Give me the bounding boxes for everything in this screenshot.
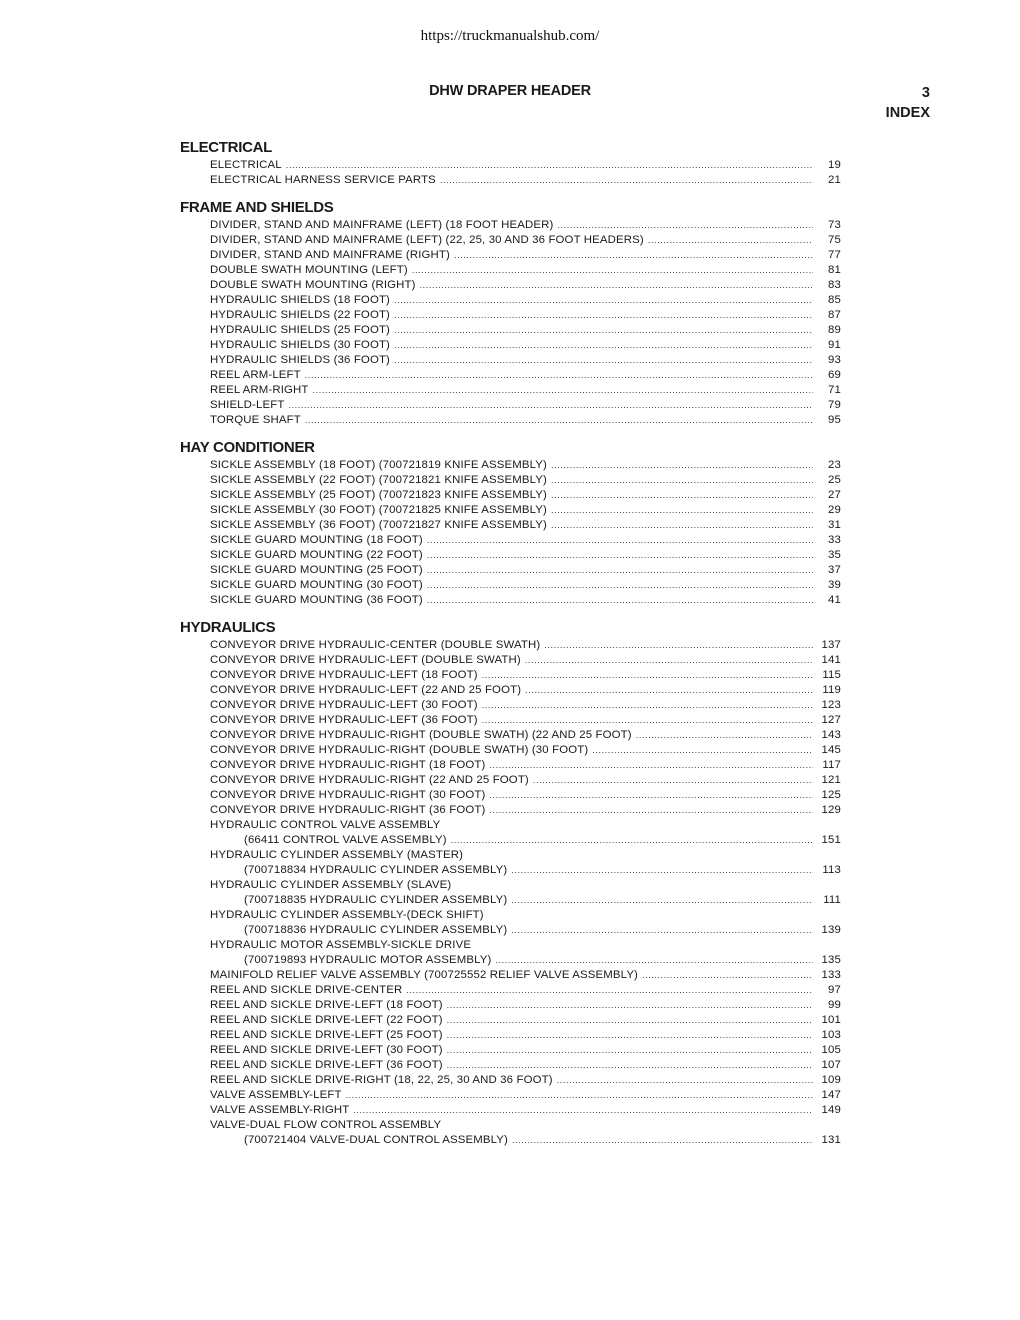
dot-leader — [511, 863, 813, 878]
entry-label: HYDRAULIC SHIELDS (18 FOOT) — [210, 294, 391, 306]
index-entry — [180, 728, 841, 743]
index-entry — [180, 713, 841, 728]
entry-label: CONVEYOR DRIVE HYDRAULIC-RIGHT (DOUBLE SWATH) (22 AND 25 FOOT) — [210, 729, 632, 741]
dot-leader — [427, 593, 813, 608]
index-entry — [180, 398, 841, 413]
dot-leader — [447, 1028, 813, 1043]
dot-leader — [286, 158, 813, 173]
entry-label: VALVE ASSEMBLY-RIGHT — [210, 1104, 350, 1116]
index-entry — [180, 1043, 841, 1058]
entry-label: DOUBLE SWATH MOUNTING (RIGHT) — [210, 279, 416, 291]
index-entry — [180, 353, 841, 368]
entry-label: (700721404 VALVE-DUAL CONTROL ASSEMBLY) — [244, 1134, 508, 1146]
dot-leader — [544, 638, 813, 653]
entry-page-number: 131 — [821, 1134, 841, 1146]
index-entry — [180, 1073, 841, 1088]
entry-label: CONVEYOR DRIVE HYDRAULIC-RIGHT (18 FOOT) — [210, 759, 486, 771]
dot-leader — [557, 1073, 813, 1088]
entry-page-number: 25 — [828, 474, 841, 486]
dot-leader — [489, 803, 813, 818]
entry-label: VALVE ASSEMBLY-LEFT — [210, 1089, 342, 1101]
index-entry-title: HYDRAULIC CYLINDER ASSEMBLY (MASTER) — [210, 849, 464, 861]
entry-label: (700718835 HYDRAULIC CYLINDER ASSEMBLY) — [244, 894, 508, 906]
entry-label: REEL AND SICKLE DRIVE-LEFT (25 FOOT) — [210, 1029, 443, 1041]
dot-leader — [451, 833, 813, 848]
entry-page-number: 83 — [828, 279, 841, 291]
entry-page-number: 97 — [828, 984, 841, 996]
entry-page-number: 109 — [821, 1074, 841, 1086]
entry-label: HYDRAULIC SHIELDS (36 FOOT) — [210, 354, 391, 366]
entry-label: MAINIFOLD RELIEF VALVE ASSEMBLY (700725552 RELIEF VALVE ASSEMBLY) — [210, 969, 639, 981]
entry-label: REEL ARM-RIGHT — [210, 384, 309, 396]
index-entry — [180, 1028, 841, 1043]
entry-label: REEL AND SICKLE DRIVE-RIGHT (18, 22, 25, 30 AND 36 FOOT) — [210, 1074, 553, 1086]
dot-leader — [394, 293, 813, 308]
dot-leader — [551, 458, 813, 473]
dot-leader — [551, 488, 813, 503]
entry-label: (700718836 HYDRAULIC CYLINDER ASSEMBLY) — [244, 924, 508, 936]
section-title: ELECTRICAL — [180, 139, 272, 156]
dot-leader — [447, 1043, 813, 1058]
entry-label: CONVEYOR DRIVE HYDRAULIC-LEFT (30 FOOT) — [210, 699, 478, 711]
dot-leader — [551, 518, 813, 533]
index-entry — [180, 158, 841, 173]
index-entry-title: HYDRAULIC MOTOR ASSEMBLY-SICKLE DRIVE — [210, 939, 472, 951]
dot-leader — [346, 1088, 813, 1103]
index-entry — [180, 668, 841, 683]
index-entry — [180, 893, 841, 908]
dot-leader — [447, 1013, 813, 1028]
page-number: 3 — [921, 85, 930, 101]
index-entry — [180, 173, 841, 188]
entry-page-number: 107 — [821, 1059, 841, 1071]
dot-leader — [642, 968, 813, 983]
entry-label: TORQUE SHAFT — [210, 414, 301, 426]
entry-page-number: 31 — [828, 519, 841, 531]
entry-page-number: 143 — [821, 729, 841, 741]
index-entry — [180, 503, 841, 518]
entry-page-number: 117 — [822, 759, 841, 771]
index-entry — [180, 488, 841, 503]
entry-label: DOUBLE SWATH MOUNTING (LEFT) — [210, 264, 408, 276]
entry-page-number: 137 — [821, 639, 841, 651]
entry-page-number: 149 — [821, 1104, 841, 1116]
index-entry — [180, 533, 841, 548]
entry-page-number: 41 — [828, 594, 841, 606]
entry-label: REEL AND SICKLE DRIVE-LEFT (22 FOOT) — [210, 1014, 443, 1026]
dot-leader — [394, 308, 813, 323]
index-entry — [180, 338, 841, 353]
dot-leader — [511, 923, 813, 938]
entry-label: CONVEYOR DRIVE HYDRAULIC-RIGHT (22 AND 25 FOOT) — [210, 774, 529, 786]
dot-leader — [551, 473, 813, 488]
index-section — [180, 438, 841, 608]
dot-leader — [525, 683, 813, 698]
entry-page-number: 123 — [821, 699, 841, 711]
page-subtitle: INDEX — [885, 105, 930, 121]
index-entry — [180, 278, 841, 293]
entry-page-number: 151 — [821, 834, 841, 846]
entry-page-number: 79 — [828, 399, 841, 411]
entry-page-number: 111 — [823, 894, 841, 906]
dot-leader — [313, 383, 813, 398]
entry-page-number: 81 — [828, 264, 841, 276]
index-entry — [180, 593, 841, 608]
entry-page-number: 21 — [828, 174, 841, 186]
index-entry — [180, 1088, 841, 1103]
index-entry — [180, 653, 841, 668]
entry-page-number: 105 — [821, 1044, 841, 1056]
dot-leader — [394, 323, 813, 338]
entry-page-number: 125 — [821, 789, 841, 801]
index-section — [180, 198, 841, 428]
section-title: HYDRAULICS — [180, 619, 276, 636]
dot-leader — [495, 953, 813, 968]
entry-label: HYDRAULIC SHIELDS (22 FOOT) — [210, 309, 391, 321]
index-entry — [180, 383, 841, 398]
entry-page-number: 77 — [828, 249, 841, 261]
entry-label: SICKLE GUARD MOUNTING (25 FOOT) — [210, 564, 423, 576]
dot-leader — [406, 983, 813, 998]
index-entry — [180, 1133, 841, 1148]
index-entry — [180, 563, 841, 578]
entry-label: DIVIDER, STAND AND MAINFRAME (RIGHT) — [210, 249, 450, 261]
entry-label: CONVEYOR DRIVE HYDRAULIC-LEFT (DOUBLE SWATH) — [210, 654, 521, 666]
page-title: DHW DRAPER HEADER — [429, 83, 591, 99]
entry-label: CONVEYOR DRIVE HYDRAULIC-LEFT (36 FOOT) — [210, 714, 478, 726]
entry-label: REEL AND SICKLE DRIVE-LEFT (18 FOOT) — [210, 999, 443, 1011]
index-entry — [180, 368, 841, 383]
index-section — [180, 138, 841, 188]
dot-leader — [592, 743, 813, 758]
entry-page-number: 37 — [828, 564, 841, 576]
index-entry — [180, 773, 841, 788]
entry-page-number: 33 — [828, 534, 841, 546]
entry-page-number: 99 — [828, 999, 841, 1011]
entry-label: ELECTRICAL HARNESS SERVICE PARTS — [210, 174, 436, 186]
index-entry — [180, 248, 841, 263]
index-entry — [180, 863, 841, 878]
index-entry-title: VALVE-DUAL FLOW CONTROL ASSEMBLY — [210, 1119, 442, 1131]
dot-leader — [482, 698, 813, 713]
entry-label: SICKLE ASSEMBLY (18 FOOT) (700721819 KNIFE ASSEMBLY) — [210, 459, 548, 471]
entry-page-number: 91 — [828, 339, 841, 351]
dot-leader — [533, 773, 813, 788]
dot-leader — [420, 278, 813, 293]
entry-label: REEL ARM-LEFT — [210, 369, 301, 381]
index-entry-title: HYDRAULIC CONTROL VALVE ASSEMBLY — [210, 819, 441, 831]
entry-label: SICKLE GUARD MOUNTING (30 FOOT) — [210, 579, 423, 591]
entry-page-number: 119 — [822, 684, 841, 696]
dot-leader — [353, 1103, 813, 1118]
entry-label: SHIELD-LEFT — [210, 399, 285, 411]
entry-label: CONVEYOR DRIVE HYDRAULIC-CENTER (DOUBLE SWATH) — [210, 639, 541, 651]
dot-leader — [557, 218, 813, 233]
entry-page-number: 27 — [828, 489, 841, 501]
index-list — [180, 138, 841, 1158]
entry-page-number: 39 — [828, 579, 841, 591]
entry-page-number: 135 — [821, 954, 841, 966]
entry-page-number: 129 — [821, 804, 841, 816]
index-entry — [180, 323, 841, 338]
index-entry-title: HYDRAULIC CYLINDER ASSEMBLY (SLAVE) — [210, 879, 452, 891]
dot-leader — [427, 563, 813, 578]
entry-label: (66411 CONTROL VALVE ASSEMBLY) — [244, 834, 447, 846]
entry-page-number: 139 — [821, 924, 841, 936]
entry-page-number: 121 — [821, 774, 841, 786]
dot-leader — [412, 263, 813, 278]
dot-leader — [305, 368, 813, 383]
index-entry-title: HYDRAULIC CYLINDER ASSEMBLY-(DECK SHIFT) — [210, 909, 484, 921]
index-entry — [180, 743, 841, 758]
dot-leader — [427, 533, 813, 548]
entry-page-number: 29 — [828, 504, 841, 516]
entry-label: DIVIDER, STAND AND MAINFRAME (LEFT) (22, 25, 30 AND 36 FOOT HEADERS) — [210, 234, 644, 246]
index-entry — [180, 983, 841, 998]
entry-label: ELECTRICAL — [210, 159, 282, 171]
source-url: https://truckmanualshub.com/ — [420, 28, 600, 44]
index-section — [180, 618, 841, 1148]
dot-leader — [394, 353, 813, 368]
entry-label: CONVEYOR DRIVE HYDRAULIC-RIGHT (30 FOOT) — [210, 789, 486, 801]
index-entry — [180, 968, 841, 983]
entry-page-number: 101 — [821, 1014, 841, 1026]
entry-page-number: 115 — [822, 669, 841, 681]
index-entry — [180, 953, 841, 968]
entry-page-number: 89 — [828, 324, 841, 336]
dot-leader — [454, 248, 813, 263]
entry-page-number: 141 — [821, 654, 841, 666]
index-entry — [180, 833, 841, 848]
entry-label: SICKLE GUARD MOUNTING (22 FOOT) — [210, 549, 423, 561]
entry-page-number: 147 — [821, 1089, 841, 1101]
index-entry — [180, 638, 841, 653]
entry-page-number: 145 — [821, 744, 841, 756]
dot-leader — [427, 578, 813, 593]
dot-leader — [512, 1133, 813, 1148]
dot-leader — [440, 173, 813, 188]
index-entry — [180, 518, 841, 533]
entry-page-number: 93 — [828, 354, 841, 366]
dot-leader — [482, 713, 813, 728]
entry-page-number: 133 — [821, 969, 841, 981]
index-entry — [180, 923, 841, 938]
index-entry — [180, 758, 841, 773]
index-entry — [180, 233, 841, 248]
index-entry — [180, 293, 841, 308]
entry-page-number: 113 — [822, 864, 841, 876]
entry-label: REEL AND SICKLE DRIVE-CENTER — [210, 984, 403, 996]
entry-label: (700718834 HYDRAULIC CYLINDER ASSEMBLY) — [244, 864, 508, 876]
entry-label: DIVIDER, STAND AND MAINFRAME (LEFT) (18 FOOT HEADER) — [210, 219, 554, 231]
entry-page-number: 23 — [828, 459, 841, 471]
entry-label: SICKLE ASSEMBLY (25 FOOT) (700721823 KNIFE ASSEMBLY) — [210, 489, 548, 501]
index-entry — [180, 1013, 841, 1028]
index-entry — [180, 473, 841, 488]
entry-label: (700719893 HYDRAULIC MOTOR ASSEMBLY) — [244, 954, 492, 966]
dot-leader — [525, 653, 813, 668]
index-entry — [180, 308, 841, 323]
index-entry — [180, 548, 841, 563]
dot-leader — [482, 668, 813, 683]
header-right — [886, 83, 930, 123]
entry-page-number: 95 — [828, 414, 841, 426]
index-entry — [180, 998, 841, 1013]
index-entry — [180, 683, 841, 698]
entry-label: CONVEYOR DRIVE HYDRAULIC-LEFT (18 FOOT) — [210, 669, 478, 681]
index-entry — [180, 578, 841, 593]
entry-page-number: 19 — [828, 159, 841, 171]
dot-leader — [394, 338, 813, 353]
entry-label: SICKLE GUARD MOUNTING (18 FOOT) — [210, 534, 423, 546]
entry-page-number: 103 — [821, 1029, 841, 1041]
index-entry — [180, 803, 841, 818]
entry-label: SICKLE GUARD MOUNTING (36 FOOT) — [210, 594, 423, 606]
dot-leader — [648, 233, 813, 248]
index-entry — [180, 1058, 841, 1073]
entry-page-number: 71 — [828, 384, 841, 396]
index-entry — [180, 788, 841, 803]
section-title: FRAME AND SHIELDS — [180, 199, 334, 216]
dot-leader — [305, 413, 813, 428]
entry-label: REEL AND SICKLE DRIVE-LEFT (36 FOOT) — [210, 1059, 443, 1071]
dot-leader — [489, 788, 813, 803]
entry-label: SICKLE ASSEMBLY (36 FOOT) (700721827 KNIFE ASSEMBLY) — [210, 519, 548, 531]
entry-page-number: 87 — [828, 309, 841, 321]
index-entry — [180, 1103, 841, 1118]
entry-page-number: 127 — [821, 714, 841, 726]
index-entry — [180, 458, 841, 473]
dot-leader — [288, 398, 813, 413]
entry-page-number: 69 — [828, 369, 841, 381]
entry-label: CONVEYOR DRIVE HYDRAULIC-RIGHT (36 FOOT) — [210, 804, 486, 816]
entry-label: SICKLE ASSEMBLY (22 FOOT) (700721821 KNIFE ASSEMBLY) — [210, 474, 548, 486]
dot-leader — [636, 728, 813, 743]
dot-leader — [447, 998, 813, 1013]
entry-page-number: 73 — [828, 219, 841, 231]
entry-label: CONVEYOR DRIVE HYDRAULIC-RIGHT (DOUBLE SWATH) (30 FOOT) — [210, 744, 589, 756]
entry-page-number: 85 — [828, 294, 841, 306]
entry-page-number: 35 — [828, 549, 841, 561]
entry-label: CONVEYOR DRIVE HYDRAULIC-LEFT (22 AND 25 FOOT) — [210, 684, 522, 696]
dot-leader — [447, 1058, 813, 1073]
dot-leader — [427, 548, 813, 563]
entry-page-number: 75 — [828, 234, 841, 246]
section-title: HAY CONDITIONER — [180, 439, 315, 456]
index-entry — [180, 263, 841, 278]
entry-label: HYDRAULIC SHIELDS (25 FOOT) — [210, 324, 391, 336]
index-entry — [180, 698, 841, 713]
dot-leader — [489, 758, 813, 773]
entry-label: HYDRAULIC SHIELDS (30 FOOT) — [210, 339, 391, 351]
index-entry — [180, 413, 841, 428]
dot-leader — [511, 893, 813, 908]
entry-label: REEL AND SICKLE DRIVE-LEFT (30 FOOT) — [210, 1044, 443, 1056]
entry-label: SICKLE ASSEMBLY (30 FOOT) (700721825 KNIFE ASSEMBLY) — [210, 504, 548, 516]
index-entry — [180, 218, 841, 233]
dot-leader — [551, 503, 813, 518]
